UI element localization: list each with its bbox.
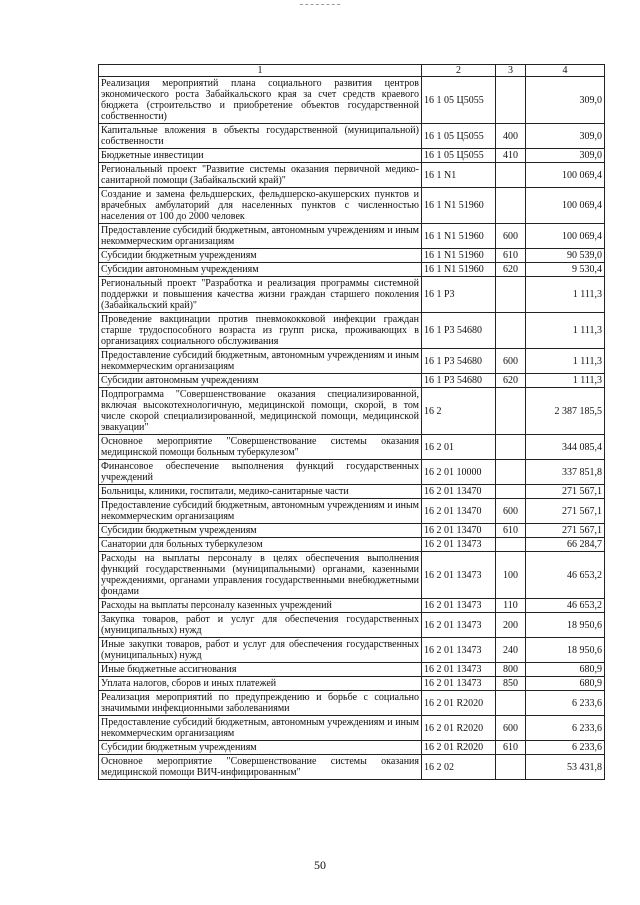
row-name: Иные закупки товаров, работ и услуг для обеспечения государственных (муниципальных) нужд (99, 638, 422, 663)
row-amount: 309,0 (526, 124, 605, 149)
row-name: Бюджетные инвестиции (99, 149, 422, 163)
table-row (99, 249, 605, 263)
row-amount: 344 085,4 (526, 435, 605, 460)
row-expense-type (496, 77, 526, 124)
row-amount: 9 530,4 (526, 263, 605, 277)
row-code: 16 2 01 R2020 (422, 741, 496, 755)
row-name: Создание и замена фельдшерских, фельдшерско-акушерских пунктов и врачебных амбулаторий для населенных пунктов с численностью населения от 100 до 2000 человек (99, 188, 422, 224)
row-expense-type: 620 (496, 374, 526, 388)
row-code: 16 1 N1 51960 (422, 249, 496, 263)
row-name: Субсидии бюджетным учреждениям (99, 741, 422, 755)
row-name: Капитальные вложения в объекты государственной (муниципальной) собственности (99, 124, 422, 149)
table-row (99, 263, 605, 277)
row-amount: 309,0 (526, 149, 605, 163)
row-code: 16 1 P3 54680 (422, 313, 496, 349)
table-row (99, 374, 605, 388)
row-amount: 309,0 (526, 77, 605, 124)
table-row (99, 755, 605, 780)
row-amount: 18 950,6 (526, 638, 605, 663)
row-name: Финансовое обеспечение выполнения функций государственных учреждений (99, 460, 422, 485)
row-amount: 100 069,4 (526, 188, 605, 224)
row-code: 16 2 01 13470 (422, 499, 496, 524)
row-amount: 90 539,0 (526, 249, 605, 263)
table-row (99, 188, 605, 224)
row-amount: 6 233,6 (526, 691, 605, 716)
row-name: Санатории для больных туберкулезом (99, 538, 422, 552)
row-expense-type: 400 (496, 124, 526, 149)
row-code: 16 2 01 (422, 435, 496, 460)
row-expense-type: 200 (496, 613, 526, 638)
row-expense-type: 610 (496, 741, 526, 755)
row-name: Основное мероприятие "Совершенствование системы оказания медицинской помощи больным туберкулезом" (99, 435, 422, 460)
row-code: 16 2 01 13473 (422, 663, 496, 677)
row-expense-type: 610 (496, 524, 526, 538)
row-name: Иные бюджетные ассигнования (99, 663, 422, 677)
row-code: 16 1 N1 51960 (422, 224, 496, 249)
row-amount: 2 387 185,5 (526, 388, 605, 435)
row-expense-type (496, 435, 526, 460)
table-row (99, 599, 605, 613)
table-row (99, 435, 605, 460)
column-header-vr: 3 (496, 65, 526, 77)
row-expense-type (496, 163, 526, 188)
row-expense-type: 850 (496, 677, 526, 691)
row-code: 16 2 01 13473 (422, 538, 496, 552)
row-code: 16 2 02 (422, 755, 496, 780)
table-row (99, 224, 605, 249)
table-row (99, 349, 605, 374)
table-row (99, 691, 605, 716)
scan-top-mark (300, 4, 340, 5)
row-expense-type: 600 (496, 349, 526, 374)
table-row (99, 613, 605, 638)
row-expense-type: 600 (496, 499, 526, 524)
row-amount: 100 069,4 (526, 224, 605, 249)
row-code: 16 2 01 R2020 (422, 716, 496, 741)
row-expense-type: 620 (496, 263, 526, 277)
row-name: Реализация мероприятий плана социального развития центров экономического роста Забайкальского края за счет средств краевого бюджета (строительство и приобретение объектов государственной собственности) (99, 77, 422, 124)
row-code: 16 1 P3 54680 (422, 374, 496, 388)
row-amount: 271 567,1 (526, 485, 605, 499)
row-amount: 1 111,3 (526, 313, 605, 349)
row-amount: 271 567,1 (526, 499, 605, 524)
row-amount: 6 233,6 (526, 716, 605, 741)
row-code: 16 2 01 13473 (422, 613, 496, 638)
row-name: Предоставление субсидий бюджетным, автономным учреждениям и иным некоммерческим организациям (99, 716, 422, 741)
row-amount: 1 111,3 (526, 374, 605, 388)
row-expense-type (496, 388, 526, 435)
row-name: Субсидии автономным учреждениям (99, 374, 422, 388)
table-row (99, 149, 605, 163)
row-expense-type: 600 (496, 224, 526, 249)
row-name: Предоставление субсидий бюджетным, автономным учреждениям и иным некоммерческим организациям (99, 499, 422, 524)
row-expense-type: 800 (496, 663, 526, 677)
row-code: 16 1 N1 (422, 163, 496, 188)
row-name: Субсидии бюджетным учреждениям (99, 524, 422, 538)
row-code: 16 1 P3 (422, 277, 496, 313)
page-number: 50 (314, 858, 326, 872)
row-expense-type (496, 460, 526, 485)
row-name: Региональный проект "Разработка и реализация программы системной поддержки и повышения качества жизни граждан старшего поколения (Забайкальский край)" (99, 277, 422, 313)
table-row (99, 77, 605, 124)
row-name: Субсидии бюджетным учреждениям (99, 249, 422, 263)
table-row (99, 538, 605, 552)
column-header-code: 2 (422, 65, 496, 77)
row-amount: 53 431,8 (526, 755, 605, 780)
row-expense-type (496, 485, 526, 499)
row-amount: 271 567,1 (526, 524, 605, 538)
table-row (99, 716, 605, 741)
row-expense-type: 110 (496, 599, 526, 613)
row-code: 16 1 05 Ц5055 (422, 77, 496, 124)
row-amount: 6 233,6 (526, 741, 605, 755)
table-row (99, 124, 605, 149)
table-row (99, 485, 605, 499)
row-amount: 46 653,2 (526, 552, 605, 599)
row-code: 16 2 01 13470 (422, 485, 496, 499)
row-expense-type (496, 277, 526, 313)
table-row (99, 741, 605, 755)
row-code: 16 2 01 13473 (422, 677, 496, 691)
table-row (99, 313, 605, 349)
row-expense-type: 600 (496, 716, 526, 741)
row-name: Проведение вакцинации против пневмококковой инфекции граждан старше трудоспособного возраста из групп риска, проживающих в организациях социального обслуживания (99, 313, 422, 349)
row-amount: 1 111,3 (526, 349, 605, 374)
row-expense-type (496, 755, 526, 780)
row-name: Основное мероприятие "Совершенствование системы оказания медицинской помощи ВИЧ-инфицированным" (99, 755, 422, 780)
row-name: Подпрограмма "Совершенствование оказания специализированной, включая высокотехнологичную, медицинской помощи, скорой, в том числе скорой специализированной, медицинской помощи, медицинской эвакуации" (99, 388, 422, 435)
table-row (99, 388, 605, 435)
row-amount: 46 653,2 (526, 599, 605, 613)
row-code: 16 2 01 13473 (422, 552, 496, 599)
row-expense-type: 610 (496, 249, 526, 263)
row-name: Больницы, клиники, госпитали, медико-санитарные части (99, 485, 422, 499)
row-amount: 680,9 (526, 663, 605, 677)
row-code: 16 1 P3 54680 (422, 349, 496, 374)
row-name: Субсидии автономным учреждениям (99, 263, 422, 277)
row-name: Реализация мероприятий по предупреждению и борьбе с социально значимыми инфекционными заболеваниями (99, 691, 422, 716)
row-amount: 100 069,4 (526, 163, 605, 188)
row-expense-type (496, 538, 526, 552)
table-row (99, 163, 605, 188)
row-name: Предоставление субсидий бюджетным, автономным учреждениям и иным некоммерческим организациям (99, 224, 422, 249)
row-name: Расходы на выплаты персоналу казенных учреждений (99, 599, 422, 613)
row-amount: 66 284,7 (526, 538, 605, 552)
row-expense-type: 240 (496, 638, 526, 663)
row-code: 16 1 05 Ц5055 (422, 124, 496, 149)
row-amount: 18 950,6 (526, 613, 605, 638)
budget-table (98, 64, 605, 780)
row-expense-type: 410 (496, 149, 526, 163)
table-row (99, 552, 605, 599)
row-amount: 680,9 (526, 677, 605, 691)
row-code: 16 2 01 13473 (422, 638, 496, 663)
row-code: 16 1 05 Ц5055 (422, 149, 496, 163)
row-code: 16 2 (422, 388, 496, 435)
column-header-name: 1 (99, 65, 422, 77)
row-code: 16 1 N1 51960 (422, 263, 496, 277)
row-name: Предоставление субсидий бюджетным, автономным учреждениям и иным некоммерческим организациям (99, 349, 422, 374)
row-expense-type (496, 691, 526, 716)
table-row (99, 524, 605, 538)
row-expense-type (496, 313, 526, 349)
table-row (99, 638, 605, 663)
row-amount: 1 111,3 (526, 277, 605, 313)
row-name: Региональный проект "Развитие системы оказания первичной медико-санитарной помощи (Забайкальский край)" (99, 163, 422, 188)
row-code: 16 2 01 R2020 (422, 691, 496, 716)
row-code: 16 2 01 13470 (422, 524, 496, 538)
table-row (99, 663, 605, 677)
table-header-row (99, 65, 605, 77)
row-amount: 337 851,8 (526, 460, 605, 485)
row-name: Уплата налогов, сборов и иных платежей (99, 677, 422, 691)
table-row (99, 460, 605, 485)
table-row (99, 677, 605, 691)
row-expense-type: 100 (496, 552, 526, 599)
row-code: 16 1 N1 51960 (422, 188, 496, 224)
column-header-amount: 4 (526, 65, 605, 77)
table-row (99, 277, 605, 313)
row-code: 16 2 01 13473 (422, 599, 496, 613)
table-row (99, 499, 605, 524)
row-name: Расходы на выплаты персоналу в целях обеспечения выполнения функций государственными (муниципальными) органами, казенными учреждениями, органами управления государственными внебюджетными фондами (99, 552, 422, 599)
row-expense-type (496, 188, 526, 224)
row-name: Закупка товаров, работ и услуг для обеспечения государственных (муниципальных) нужд (99, 613, 422, 638)
row-code: 16 2 01 10000 (422, 460, 496, 485)
